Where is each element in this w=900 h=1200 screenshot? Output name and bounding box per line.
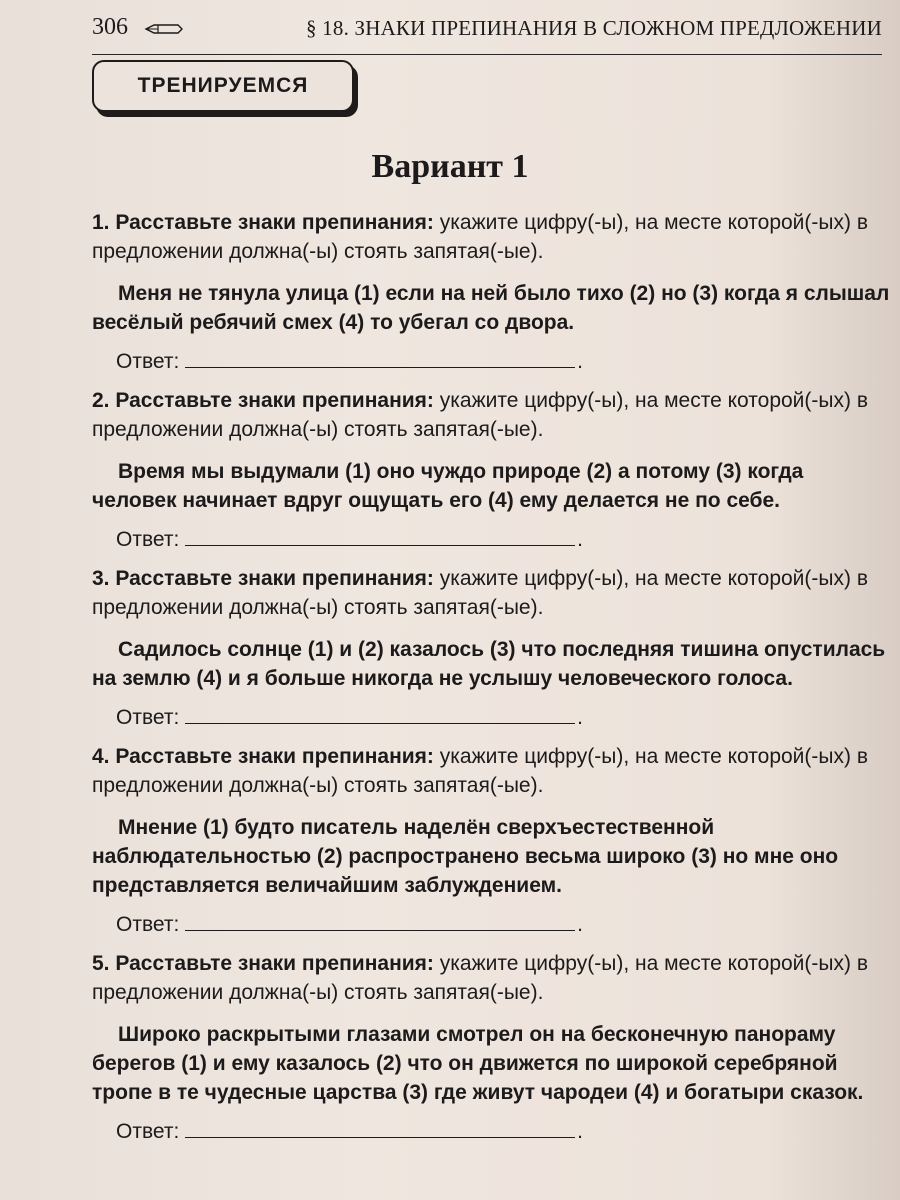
answer-row: Ответ: .	[116, 913, 583, 936]
answer-row: Ответ: .	[116, 350, 583, 373]
task-instruction-lead: Расставьте знаки препинания:	[115, 745, 434, 768]
answer-label: Ответ:	[116, 350, 180, 373]
task-instruction-lead: Расставьте знаки препинания:	[115, 567, 434, 590]
answer-label: Ответ:	[116, 913, 180, 936]
answer-field[interactable]	[185, 1119, 575, 1138]
page-header	[92, 14, 882, 46]
task-instruction-lead: Расставьте знаки препинания:	[115, 952, 434, 975]
task-item	[92, 208, 892, 376]
answer-field[interactable]	[185, 912, 575, 931]
task-item	[92, 386, 892, 554]
task-number: 4.	[92, 745, 110, 768]
task-number: 1.	[92, 211, 110, 234]
task-sentence: Широко раскрытыми глазами смотрел он на бесконечную панораму берегов (1) и ему казалось (2) что он движется по широкой серебряной тропе в те чудесные царства (3) где живут чародеи (4) и богатыри сказок.	[92, 1023, 864, 1104]
answer-label: Ответ:	[116, 1120, 180, 1143]
running-head: § 18. ЗНАКИ ПРЕПИНАНИЯ В СЛОЖНОМ ПРЕДЛОЖЕНИИ	[306, 16, 882, 40]
task-prompt	[92, 564, 892, 622]
task-prompt	[92, 386, 892, 444]
header-rule	[92, 54, 882, 55]
pen-icon	[144, 22, 184, 36]
answer-label: Ответ:	[116, 528, 180, 551]
task-item	[92, 564, 892, 732]
answer-row: Ответ: .	[116, 1120, 583, 1143]
answer-label: Ответ:	[116, 706, 180, 729]
task-instruction-lead: Расставьте знаки препинания:	[115, 389, 434, 412]
answer-row: Ответ: .	[116, 528, 583, 551]
task-sentence: Время мы выдумали (1) оно чуждо природе (2) а потому (3) когда человек начинает вдруг ощущать его (4) ему делается не по себе.	[92, 460, 804, 512]
task-sentence: Мнение (1) будто писатель наделён сверхъестественной наблюдательностью (2) распространено весьма широко (3) но мне оно представляется величайшим заблуждением.	[92, 816, 839, 897]
section-badge: ТРЕНИРУЕМСЯ	[92, 60, 354, 112]
task-item	[92, 949, 892, 1146]
task-instruction: укажите цифру(-ы), на месте которой(-ых) в предложении должна(-ы) стоять запятая(-ые).	[92, 745, 868, 797]
page-number: 306	[92, 14, 128, 40]
task-prompt	[92, 208, 892, 266]
task-number: 2.	[92, 389, 110, 412]
task-item	[92, 742, 892, 939]
task-number: 5.	[92, 952, 110, 975]
task-instruction: укажите цифру(-ы), на месте которой(-ых) в предложении должна(-ы) стоять запятая(-ые).	[92, 567, 868, 619]
task-list	[92, 208, 892, 1156]
task-instruction: укажите цифру(-ы), на месте которой(-ых) в предложении должна(-ы) стоять запятая(-ые).	[92, 389, 868, 441]
answer-field[interactable]	[185, 527, 575, 546]
answer-row: Ответ: .	[116, 706, 583, 729]
answer-field[interactable]	[185, 705, 575, 724]
task-instruction: укажите цифру(-ы), на месте которой(-ых) в предложении должна(-ы) стоять запятая(-ые).	[92, 952, 868, 1004]
answer-field[interactable]	[185, 349, 575, 368]
variant-title: Вариант 1	[371, 148, 529, 185]
task-sentence: Садилось солнце (1) и (2) казалось (3) что последняя тишина опустилась на землю (4) и я больше никогда не услышу человеческого голоса.	[92, 638, 886, 690]
task-prompt	[92, 949, 892, 1007]
task-number: 3.	[92, 567, 110, 590]
task-prompt	[92, 742, 892, 800]
task-instruction-lead: Расставьте знаки препинания:	[115, 211, 434, 234]
task-instruction: укажите цифру(-ы), на месте которой(-ых) в предложении должна(-ы) стоять запятая(-ые).	[92, 211, 868, 263]
task-sentence: Меня не тянула улица (1) если на ней было тихо (2) но (3) когда я слышал весёлый ребячий смех (4) то убегал со двора.	[92, 282, 890, 334]
